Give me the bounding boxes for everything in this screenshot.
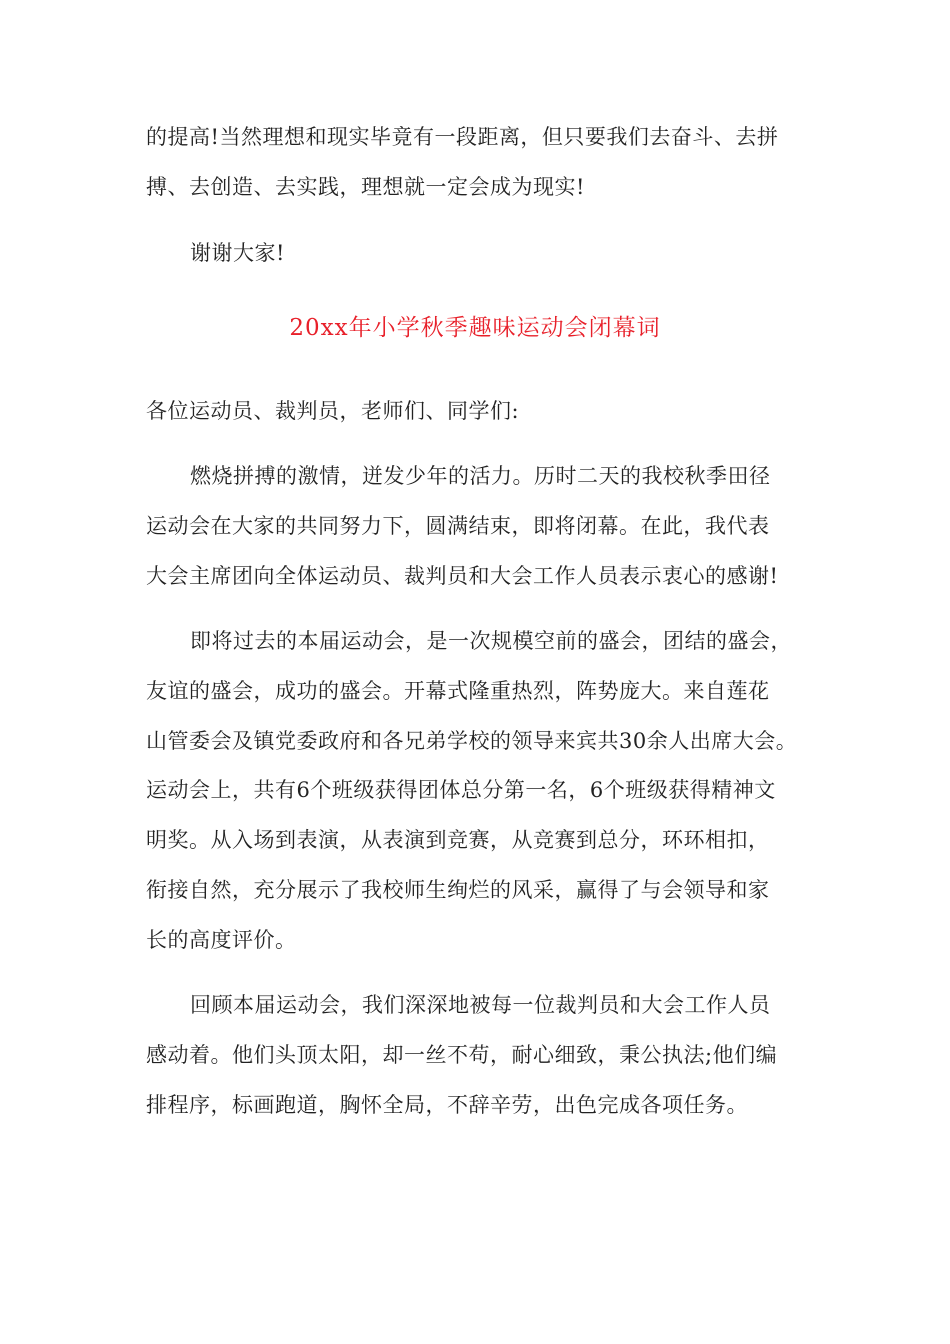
paragraph-2-line: 友谊的盛会，成功的盛会。开幕式隆重热烈，阵势庞大。来自莲花	[146, 679, 770, 703]
article-title: 20xx年小学秋季趣味运动会闭幕词	[289, 315, 661, 341]
paragraph-1-line: 大会主席团向全体运动员、裁判员和大会工作人员表示衷心的感谢!	[146, 564, 779, 588]
salutation: 各位运动员、裁判员，老师们、同学们:	[146, 399, 520, 423]
paragraph-3-line: 回顾本届运动会，我们深深地被每一位裁判员和大会工作人员	[190, 993, 771, 1017]
paragraph-2-line: 即将过去的本届运动会，是一次规模空前的盛会，团结的盛会，	[190, 629, 792, 653]
paragraph-2-line: 运动会上，共有6个班级获得团体总分第一名，6个班级获得精神文	[146, 778, 776, 802]
thanks-line: 谢谢大家!	[190, 241, 285, 265]
paragraph-3-line: 感动着。他们头顶太阳，却一丝不苟，耐心细致，秉公执法;他们编	[146, 1043, 778, 1067]
paragraph-2-line: 山管委会及镇党委政府和各兄弟学校的领导来宾共30余人出席大会。	[146, 729, 798, 753]
paragraph-2-line: 长的高度评价。	[146, 928, 297, 952]
paragraph-3-line: 排程序，标画跑道，胸怀全局，不辞辛劳，出色完成各项任务。	[146, 1093, 748, 1117]
text-line: 搏、去创造、去实践，理想就一定会成为现实!	[146, 175, 585, 199]
paragraph-2-line: 明奖。从入场到表演，从表演到竞赛，从竞赛到总分，环环相扣，	[146, 828, 770, 852]
paragraph-1-line: 运动会在大家的共同努力下，圆满结束，即将闭幕。在此，我代表	[146, 514, 770, 538]
paragraph-2-line: 衔接自然，充分展示了我校师生绚烂的风采，赢得了与会领导和家	[146, 878, 770, 902]
text-line: 的提高!当然理想和现实毕竟有一段距离，但只要我们去奋斗、去拼	[146, 125, 779, 149]
paragraph-1-line: 燃烧拼搏的激情，迸发少年的活力。历时二天的我校秋季田径	[190, 464, 771, 488]
